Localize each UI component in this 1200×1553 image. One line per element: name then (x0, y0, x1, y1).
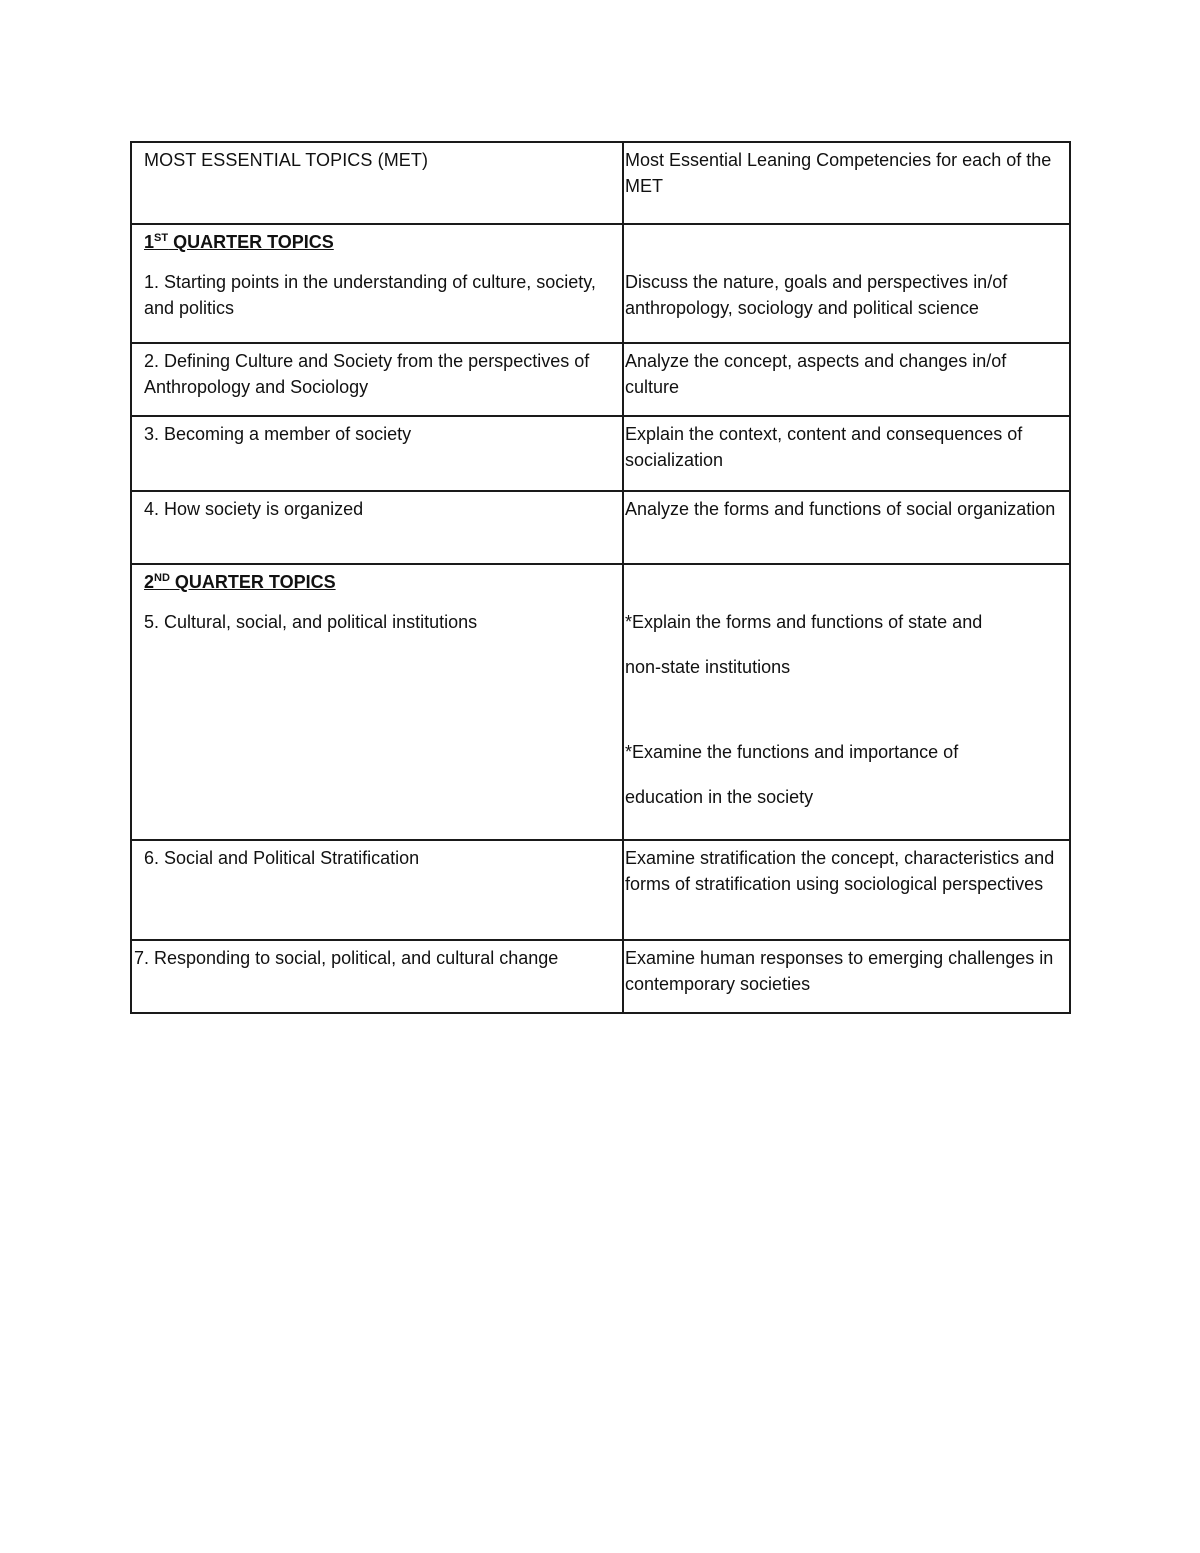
competency-line: education in the society (625, 787, 814, 807)
table-row (131, 840, 1070, 940)
met-table (130, 141, 1071, 1014)
competency-cell (623, 564, 1070, 840)
header-topics: MOST ESSENTIAL TOPICS (MET) (131, 142, 623, 224)
topic-cell: 3. Becoming a member of society (131, 416, 623, 491)
header-competencies: Most Essential Leaning Competencies for each of the MET (623, 142, 1070, 224)
second-quarter-heading: 2ND QUARTER TOPICS (144, 572, 336, 592)
competency-text: Discuss the nature, goals and perspectives in/of anthropology, sociology and political science (625, 272, 1008, 318)
topic-text: 5. Cultural, social, and political institutions (144, 612, 478, 632)
table-row (131, 343, 1070, 416)
table-row (131, 416, 1070, 491)
topic-text: 1. Starting points in the understanding of culture, society, and politics (144, 272, 596, 318)
competency-cell: Examine human responses to emerging challenges in contemporary societies (623, 940, 1070, 1013)
first-quarter-heading: 1ST QUARTER TOPICS (144, 232, 334, 252)
competency-cell: Analyze the forms and functions of social organization (623, 491, 1070, 564)
topic-cell (131, 224, 623, 343)
topic-cell: 6. Social and Political Stratification (131, 840, 623, 940)
topic-cell: 4. How society is organized (131, 491, 623, 564)
competency-line: non-state institutions (625, 657, 791, 677)
table-row (131, 564, 1070, 840)
competency-line: *Explain the forms and functions of state and (625, 612, 983, 632)
topic-cell (131, 564, 623, 840)
table-row (131, 491, 1070, 564)
topic-cell: 2. Defining Culture and Society from the perspectives of Anthropology and Sociology (131, 343, 623, 416)
competency-cell: Examine stratification the concept, characteristics and forms of stratification using sociological perspectives (623, 840, 1070, 940)
competency-cell (623, 224, 1070, 343)
table-row (131, 940, 1070, 1013)
competency-line: *Examine the functions and importance of (625, 742, 959, 762)
competency-cell: Analyze the concept, aspects and changes in/of culture (623, 343, 1070, 416)
topic-cell: 7. Responding to social, political, and cultural change (131, 940, 623, 1013)
table-row (131, 224, 1070, 343)
table-header-row (131, 142, 1070, 224)
competency-cell: Explain the context, content and consequences of socialization (623, 416, 1070, 491)
